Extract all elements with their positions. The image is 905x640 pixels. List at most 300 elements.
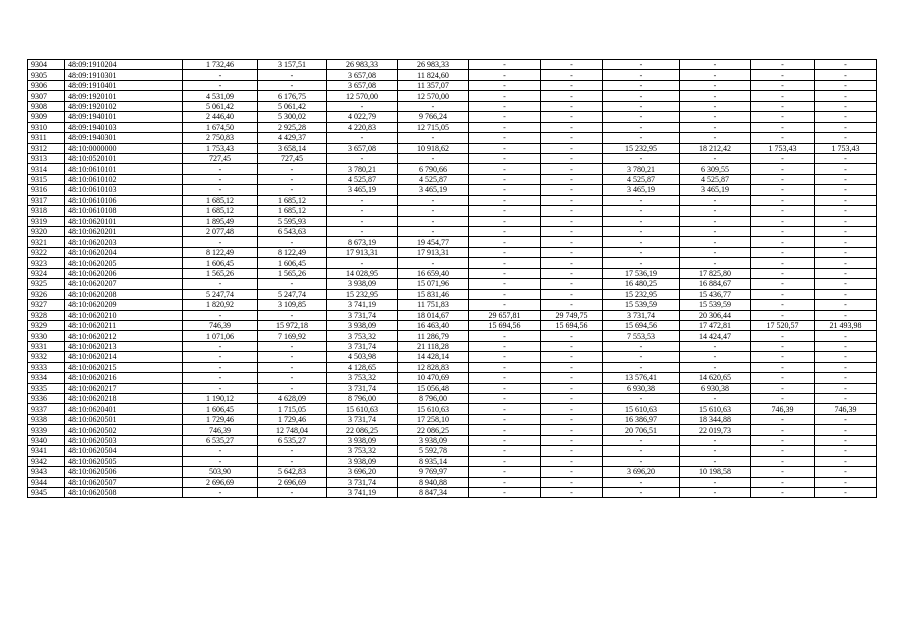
- value-cell: 3 465,19: [603, 185, 680, 195]
- value-cell: 15 232,95: [603, 289, 680, 299]
- value-cell: 3 780,21: [603, 164, 680, 174]
- value-cell: -: [183, 373, 258, 383]
- row-number-cell: 9332: [28, 352, 65, 362]
- cadastral-code-cell: 48:10:0620206: [65, 268, 183, 278]
- value-cell: -: [603, 352, 680, 362]
- value-cell: -: [815, 477, 877, 487]
- row-number-cell: 9322: [28, 247, 65, 257]
- value-cell: -: [469, 174, 541, 184]
- value-cell: 1 753,43: [751, 143, 815, 153]
- value-cell: -: [541, 487, 603, 497]
- value-cell: 8 847,34: [398, 487, 469, 497]
- value-cell: 3 731,74: [327, 341, 398, 351]
- value-cell: -: [815, 373, 877, 383]
- value-cell: 7 553,53: [603, 331, 680, 341]
- table-row: [28, 394, 877, 404]
- value-cell: -: [751, 122, 815, 132]
- value-cell: 9 766,24: [398, 112, 469, 122]
- value-cell: -: [751, 362, 815, 372]
- value-cell: 8 796,00: [327, 394, 398, 404]
- value-cell: 1 753,43: [815, 143, 877, 153]
- value-cell: 17 913,31: [398, 247, 469, 257]
- value-cell: -: [815, 446, 877, 456]
- value-cell: 1 685,12: [258, 206, 327, 216]
- value-cell: 21 118,28: [398, 341, 469, 351]
- value-cell: 1 685,12: [258, 195, 327, 205]
- value-cell: -: [751, 258, 815, 268]
- cadastral-code-cell: 48:10:0610108: [65, 206, 183, 216]
- row-number-cell: 9331: [28, 341, 65, 351]
- value-cell: 15 539,59: [603, 300, 680, 310]
- row-number-cell: 9306: [28, 80, 65, 90]
- value-cell: -: [751, 174, 815, 184]
- value-cell: -: [603, 477, 680, 487]
- value-cell: 3 938,09: [327, 435, 398, 445]
- value-cell: 12 570,00: [327, 91, 398, 101]
- value-cell: -: [751, 467, 815, 477]
- row-number-cell: 9329: [28, 320, 65, 330]
- value-cell: -: [398, 258, 469, 268]
- table-row: [28, 247, 877, 257]
- value-cell: -: [258, 456, 327, 466]
- value-cell: -: [751, 425, 815, 435]
- cadastral-code-cell: 48:10:0620508: [65, 487, 183, 497]
- value-cell: 15 610,63: [398, 404, 469, 414]
- value-cell: -: [469, 268, 541, 278]
- table-row: [28, 362, 877, 372]
- row-number-cell: 9310: [28, 122, 65, 132]
- cadastral-code-cell: 48:09:1910204: [65, 60, 183, 70]
- value-cell: 6 930,38: [680, 383, 751, 393]
- cadastral-code-cell: 48:10:0620205: [65, 258, 183, 268]
- value-cell: -: [541, 237, 603, 247]
- value-cell: -: [751, 164, 815, 174]
- row-number-cell: 9312: [28, 143, 65, 153]
- value-cell: 15 232,95: [327, 289, 398, 299]
- value-cell: -: [398, 206, 469, 216]
- value-cell: 5 247,74: [258, 289, 327, 299]
- value-cell: -: [469, 394, 541, 404]
- value-cell: -: [469, 153, 541, 163]
- value-cell: -: [469, 185, 541, 195]
- value-cell: -: [603, 70, 680, 80]
- value-cell: -: [258, 279, 327, 289]
- value-cell: -: [751, 310, 815, 320]
- value-cell: 1 732,46: [183, 60, 258, 70]
- value-cell: -: [751, 300, 815, 310]
- value-cell: 5 642,83: [258, 467, 327, 477]
- cadastral-code-cell: 48:09:1940103: [65, 122, 183, 132]
- row-number-cell: 9314: [28, 164, 65, 174]
- table-row: [28, 206, 877, 216]
- value-cell: -: [815, 101, 877, 111]
- value-cell: 746,39: [183, 425, 258, 435]
- value-cell: -: [815, 331, 877, 341]
- value-cell: -: [603, 487, 680, 497]
- value-cell: -: [541, 300, 603, 310]
- value-cell: -: [541, 383, 603, 393]
- value-cell: -: [815, 425, 877, 435]
- value-cell: -: [258, 185, 327, 195]
- value-cell: -: [398, 195, 469, 205]
- value-cell: 6 535,27: [258, 435, 327, 445]
- table-row: [28, 216, 877, 226]
- value-cell: 1 820,92: [183, 300, 258, 310]
- value-cell: -: [258, 373, 327, 383]
- cadastral-code-cell: 48:09:1910301: [65, 70, 183, 80]
- value-cell: 10 198,58: [680, 467, 751, 477]
- cadastral-code-cell: 48:09:1940301: [65, 133, 183, 143]
- cadastral-code-cell: 48:10:0620501: [65, 414, 183, 424]
- value-cell: -: [469, 435, 541, 445]
- value-cell: -: [469, 373, 541, 383]
- value-cell: 3 753,32: [327, 446, 398, 456]
- row-number-cell: 9338: [28, 414, 65, 424]
- value-cell: -: [258, 352, 327, 362]
- value-cell: 8 122,49: [258, 247, 327, 257]
- value-cell: 4 220,83: [327, 122, 398, 132]
- value-cell: -: [469, 195, 541, 205]
- value-cell: -: [815, 352, 877, 362]
- value-cell: -: [541, 227, 603, 237]
- value-cell: 4 525,87: [603, 174, 680, 184]
- value-cell: -: [541, 394, 603, 404]
- value-cell: -: [541, 195, 603, 205]
- value-cell: -: [751, 237, 815, 247]
- value-cell: 5 247,74: [183, 289, 258, 299]
- value-cell: -: [541, 216, 603, 226]
- cadastral-code-cell: 48:10:0620506: [65, 467, 183, 477]
- value-cell: -: [469, 60, 541, 70]
- row-number-cell: 9313: [28, 153, 65, 163]
- value-cell: 11 824,60: [398, 70, 469, 80]
- value-cell: -: [183, 487, 258, 497]
- value-cell: -: [680, 195, 751, 205]
- table-row: [28, 487, 877, 497]
- value-cell: 15 694,56: [541, 320, 603, 330]
- cadastral-code-cell: 48:10:0610106: [65, 195, 183, 205]
- row-number-cell: 9327: [28, 300, 65, 310]
- value-cell: -: [751, 414, 815, 424]
- value-cell: 3 731,74: [327, 383, 398, 393]
- table-row: [28, 383, 877, 393]
- value-cell: -: [603, 80, 680, 90]
- value-cell: -: [327, 133, 398, 143]
- value-cell: -: [183, 383, 258, 393]
- value-cell: -: [398, 216, 469, 226]
- value-cell: -: [815, 341, 877, 351]
- value-cell: 1 685,12: [183, 206, 258, 216]
- value-cell: 8 673,19: [327, 237, 398, 247]
- value-cell: 15 610,63: [327, 404, 398, 414]
- row-number-cell: 9326: [28, 289, 65, 299]
- value-cell: 746,39: [183, 320, 258, 330]
- row-number-cell: 9342: [28, 456, 65, 466]
- value-cell: -: [603, 216, 680, 226]
- value-cell: 4 503,98: [327, 352, 398, 362]
- value-cell: -: [815, 206, 877, 216]
- value-cell: -: [603, 456, 680, 466]
- row-number-cell: 9330: [28, 331, 65, 341]
- cadastral-code-cell: 48:10:0620201: [65, 227, 183, 237]
- value-cell: -: [815, 122, 877, 132]
- cadastral-code-cell: 48:10:0520101: [65, 153, 183, 163]
- table-row: [28, 112, 877, 122]
- value-cell: 12 570,00: [398, 91, 469, 101]
- value-cell: -: [751, 153, 815, 163]
- value-cell: -: [469, 227, 541, 237]
- value-cell: 19 454,77: [398, 237, 469, 247]
- value-cell: 5 061,42: [183, 101, 258, 111]
- value-cell: -: [815, 164, 877, 174]
- row-number-cell: 9317: [28, 195, 65, 205]
- value-cell: -: [815, 195, 877, 205]
- row-number-cell: 9335: [28, 383, 65, 393]
- value-cell: -: [469, 91, 541, 101]
- value-cell: -: [469, 404, 541, 414]
- value-cell: -: [469, 164, 541, 174]
- value-cell: -: [680, 487, 751, 497]
- value-cell: 14 620,65: [680, 373, 751, 383]
- value-cell: -: [327, 101, 398, 111]
- value-cell: -: [680, 112, 751, 122]
- value-cell: -: [680, 206, 751, 216]
- value-cell: 1 565,26: [258, 268, 327, 278]
- value-cell: -: [751, 195, 815, 205]
- value-cell: -: [258, 383, 327, 393]
- value-cell: 13 576,41: [603, 373, 680, 383]
- value-cell: -: [469, 289, 541, 299]
- value-cell: -: [603, 60, 680, 70]
- value-cell: 2 750,83: [183, 133, 258, 143]
- value-cell: -: [541, 91, 603, 101]
- value-cell: 3 938,09: [327, 279, 398, 289]
- row-number-cell: 9316: [28, 185, 65, 195]
- value-cell: -: [541, 80, 603, 90]
- row-number-cell: 9318: [28, 206, 65, 216]
- value-cell: 15 539,59: [680, 300, 751, 310]
- value-cell: 3 109,85: [258, 300, 327, 310]
- value-cell: 6 309,55: [680, 164, 751, 174]
- value-cell: 1 715,05: [258, 404, 327, 414]
- value-cell: -: [541, 185, 603, 195]
- value-cell: 14 428,14: [398, 352, 469, 362]
- value-cell: 6 543,63: [258, 227, 327, 237]
- value-cell: -: [680, 477, 751, 487]
- cadastral-code-cell: 48:10:0620207: [65, 279, 183, 289]
- cadastral-code-cell: 48:10:0620218: [65, 394, 183, 404]
- value-cell: -: [815, 227, 877, 237]
- value-cell: -: [183, 237, 258, 247]
- value-cell: 746,39: [815, 404, 877, 414]
- value-cell: -: [815, 435, 877, 445]
- value-cell: 5 300,02: [258, 112, 327, 122]
- table-row: [28, 268, 877, 278]
- table-row: [28, 341, 877, 351]
- value-cell: -: [603, 112, 680, 122]
- value-cell: -: [751, 133, 815, 143]
- table-row: [28, 320, 877, 330]
- row-number-cell: 9325: [28, 279, 65, 289]
- cadastral-code-cell: 48:10:0620101: [65, 216, 183, 226]
- value-cell: 26 983,33: [327, 60, 398, 70]
- value-cell: -: [183, 456, 258, 466]
- value-cell: -: [541, 174, 603, 184]
- value-cell: 1 606,45: [183, 258, 258, 268]
- value-cell: 6 790,66: [398, 164, 469, 174]
- value-cell: -: [541, 133, 603, 143]
- value-cell: 3 938,09: [327, 456, 398, 466]
- value-cell: -: [541, 153, 603, 163]
- value-cell: -: [815, 133, 877, 143]
- value-cell: -: [680, 456, 751, 466]
- value-cell: -: [469, 237, 541, 247]
- value-cell: -: [751, 373, 815, 383]
- row-number-cell: 9307: [28, 91, 65, 101]
- value-cell: -: [183, 80, 258, 90]
- value-cell: -: [680, 91, 751, 101]
- table-row: [28, 300, 877, 310]
- value-cell: -: [680, 60, 751, 70]
- table-row: [28, 289, 877, 299]
- value-cell: -: [541, 247, 603, 257]
- value-cell: -: [815, 456, 877, 466]
- cadastral-code-cell: 48:10:0620204: [65, 247, 183, 257]
- value-cell: -: [751, 394, 815, 404]
- value-cell: -: [680, 80, 751, 90]
- value-cell: -: [327, 216, 398, 226]
- value-cell: -: [815, 80, 877, 90]
- value-cell: -: [469, 487, 541, 497]
- value-cell: 3 657,08: [327, 143, 398, 153]
- value-cell: 3 157,51: [258, 60, 327, 70]
- value-cell: 5 595,93: [258, 216, 327, 226]
- value-cell: 17 520,57: [751, 320, 815, 330]
- value-cell: -: [815, 414, 877, 424]
- value-cell: -: [469, 133, 541, 143]
- value-cell: 20 306,44: [680, 310, 751, 320]
- table-row: [28, 70, 877, 80]
- value-cell: -: [603, 133, 680, 143]
- value-cell: 9 769,97: [398, 467, 469, 477]
- value-cell: -: [751, 101, 815, 111]
- value-cell: -: [680, 435, 751, 445]
- value-cell: -: [469, 341, 541, 351]
- value-cell: -: [815, 310, 877, 320]
- value-cell: 12 715,05: [398, 122, 469, 132]
- value-cell: -: [469, 122, 541, 132]
- value-cell: -: [751, 185, 815, 195]
- table-row: [28, 258, 877, 268]
- value-cell: -: [327, 258, 398, 268]
- value-cell: -: [751, 80, 815, 90]
- value-cell: 16 884,67: [680, 279, 751, 289]
- value-cell: 727,45: [258, 153, 327, 163]
- value-cell: 3 731,74: [603, 310, 680, 320]
- value-cell: -: [815, 153, 877, 163]
- value-cell: -: [183, 164, 258, 174]
- table-row: [28, 352, 877, 362]
- row-number-cell: 9333: [28, 362, 65, 372]
- cadastral-code-cell: 48:10:0620212: [65, 331, 183, 341]
- cadastral-code-cell: 48:10:0620507: [65, 477, 183, 487]
- value-cell: -: [815, 91, 877, 101]
- value-cell: -: [469, 112, 541, 122]
- value-cell: -: [398, 227, 469, 237]
- value-cell: -: [258, 164, 327, 174]
- value-cell: 18 014,67: [398, 310, 469, 320]
- value-cell: 17 258,10: [398, 414, 469, 424]
- value-cell: -: [541, 446, 603, 456]
- value-cell: -: [183, 70, 258, 80]
- table-row: [28, 185, 877, 195]
- value-cell: 6 535,27: [183, 435, 258, 445]
- table-row: [28, 91, 877, 101]
- value-cell: -: [541, 279, 603, 289]
- value-cell: 4 429,37: [258, 133, 327, 143]
- value-cell: 3 465,19: [327, 185, 398, 195]
- value-cell: -: [603, 122, 680, 132]
- value-cell: -: [183, 362, 258, 372]
- value-cell: -: [183, 279, 258, 289]
- value-cell: -: [541, 467, 603, 477]
- row-number-cell: 9339: [28, 425, 65, 435]
- table-row: [28, 80, 877, 90]
- value-cell: -: [680, 394, 751, 404]
- value-cell: 3 780,21: [327, 164, 398, 174]
- value-cell: -: [815, 279, 877, 289]
- value-cell: -: [541, 289, 603, 299]
- row-number-cell: 9344: [28, 477, 65, 487]
- value-cell: -: [603, 258, 680, 268]
- value-cell: -: [603, 394, 680, 404]
- value-cell: -: [541, 112, 603, 122]
- value-cell: -: [183, 352, 258, 362]
- value-cell: 15 694,56: [469, 320, 541, 330]
- value-cell: -: [469, 456, 541, 466]
- value-cell: -: [541, 352, 603, 362]
- value-cell: 2 446,40: [183, 112, 258, 122]
- value-cell: 727,45: [183, 153, 258, 163]
- value-cell: -: [541, 206, 603, 216]
- row-number-cell: 9345: [28, 487, 65, 497]
- value-cell: 1 606,45: [258, 258, 327, 268]
- value-cell: -: [398, 133, 469, 143]
- table-row: [28, 164, 877, 174]
- value-cell: -: [258, 446, 327, 456]
- value-cell: -: [258, 362, 327, 372]
- table-row: [28, 195, 877, 205]
- value-cell: -: [680, 227, 751, 237]
- row-number-cell: 9328: [28, 310, 65, 320]
- table-row: [28, 227, 877, 237]
- value-cell: -: [603, 195, 680, 205]
- cadastral-code-cell: 48:10:0620401: [65, 404, 183, 414]
- value-cell: -: [183, 185, 258, 195]
- table-row: [28, 310, 877, 320]
- value-cell: -: [541, 425, 603, 435]
- value-cell: 3 731,74: [327, 477, 398, 487]
- value-cell: -: [541, 435, 603, 445]
- value-cell: -: [469, 477, 541, 487]
- value-cell: 2 077,48: [183, 227, 258, 237]
- table-row: [28, 279, 877, 289]
- value-cell: -: [541, 258, 603, 268]
- value-cell: 3 696,20: [603, 467, 680, 477]
- value-cell: -: [469, 352, 541, 362]
- value-cell: -: [751, 341, 815, 351]
- cadastral-code-cell: 48:10:0610103: [65, 185, 183, 195]
